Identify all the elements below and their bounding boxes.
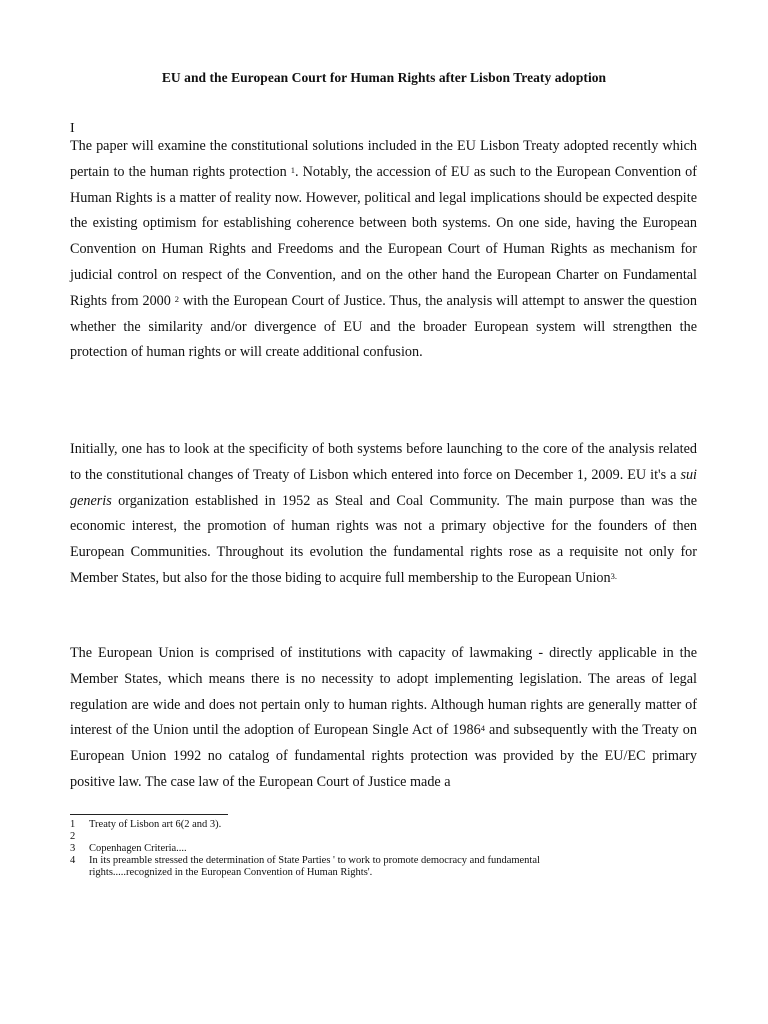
footnote-item <box>70 843 710 855</box>
footnote-item <box>70 819 710 831</box>
footnote-text: Treaty of Lisbon art 6(2 and 3). <box>89 819 222 830</box>
footnote-separator <box>70 814 228 815</box>
footnote-item <box>70 855 710 879</box>
paragraph-2-text-b: organization established in 1952 as Steal and Coal Community. The main purpose than was the economic interest, the promotion of human rights was not a primary objective for the founders of then European Communities. Throughout its evolution the fundamental rights rose as a requisite not only for Member States, but also for the those biding to acquire full membership to the European Union <box>70 492 697 586</box>
paragraph-3-text-b: and subsequently with the Treaty on European Union 1992 no catalog of fundamental rights protection was provided by the EU/EC primary positive law. The case law of the European Court of Justice made a <box>70 722 697 790</box>
paragraph-1-text-b: . Notably, the accession of EU as such to the European Convention of Human Rights is a matter of reality now. However, political and legal implications should be expected despite the existing optimism for establishing coherence between both systems. On one side, having the European Convention on Human Rights and Freedoms and the European Court of Human Rights as mechanism for judicial control on respect of the Convention, and on the other hand the European Charter on Fundamental Rights from 2000 <box>70 163 697 309</box>
footnote-number: 4 <box>70 855 76 866</box>
footnote-number: 2 <box>70 831 76 842</box>
footnote-text: In its preamble stressed the determination of State Parties ' to work to promote democracy and fundamental rights.....recognized in the European Convention of Human Rights'. <box>89 855 540 878</box>
paragraph-2-text-a: Initially, one has to look at the specificity of both systems before launching to the core of the analysis related to the constitutional changes of Treaty of Lisbon which entered into force on December 1, 2009. EU it's a <box>70 441 697 483</box>
paragraph-3-text-a: The European Union is comprised of institutions with capacity of lawmaking - directly applicable in the Member States, which means there is no necessity to adopt implementing legislation. The areas of legal regulation are wide and does not pertain only to human rights. Although human rights are generally matter of interest of the Union until the adoption of European Single Act of 1986 <box>70 645 697 739</box>
footnote-text <box>89 831 710 843</box>
paragraph-2-text-c: . <box>614 570 617 581</box>
footnotes <box>70 819 710 879</box>
paragraph-1-text-a: The paper will examine the constitutional solutions included in the EU Lisbon Treaty adopted recently which pertain to the human rights protection <box>70 138 697 180</box>
document-title: EU and the European Court for Human Rights after Lisbon Treaty adoption <box>161 70 607 85</box>
paragraph-1-text-c: with the European Court of Justice. Thus, the analysis will attempt to answer the question whether the similarity and/or divergence of EU and the broader European system will strengthen the protection of human rights or will create additional confusion. <box>70 292 697 361</box>
footnote-ref-2: 2 <box>174 293 180 304</box>
paragraph-2 <box>70 437 697 592</box>
paragraph-2-italic-term: sui generis <box>70 466 697 509</box>
footnote-number: 3 <box>70 843 76 854</box>
footnote-item <box>70 831 710 843</box>
paragraph-1 <box>70 134 697 366</box>
footnote-ref-4: 4 <box>480 723 485 734</box>
section-numeral: I <box>70 121 75 136</box>
paragraph-3 <box>70 641 697 796</box>
footnote-number: 1 <box>70 819 76 830</box>
footnote-text: Copenhagen Criteria.... <box>89 843 187 854</box>
footnote-ref-1: 1 <box>290 164 296 175</box>
footnote-ref-3: 3 <box>610 570 615 581</box>
